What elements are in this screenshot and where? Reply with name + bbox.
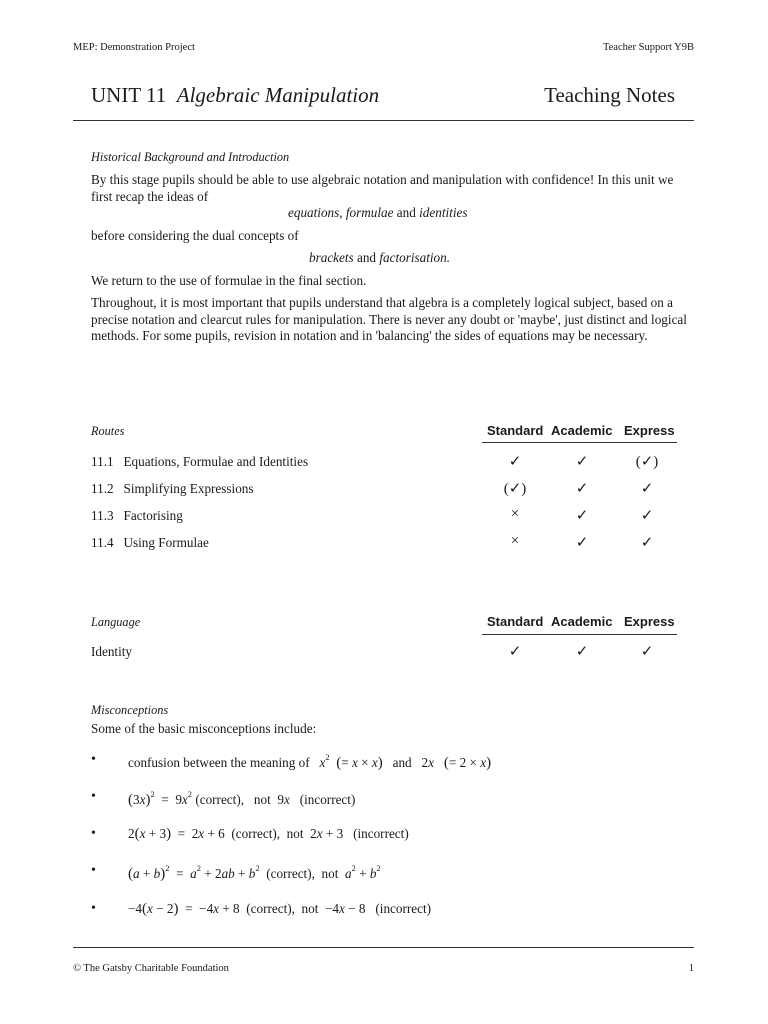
routes-label: Routes [91, 424, 125, 438]
route-row-4 [91, 535, 209, 551]
misconception-4: $(a + b)^2 = a^2 + 2ab + b^2$ (correct), not $a^2 + b^2$ [128, 863, 381, 882]
and-word-2: and [356, 250, 377, 265]
route-3-express-mark: ✓ [640, 508, 654, 524]
route-row-1 [91, 454, 308, 470]
bullet-3: • [91, 826, 96, 841]
term-brackets: brackets [309, 250, 354, 265]
route-4-express-mark: ✓ [640, 535, 654, 551]
page-title [91, 83, 379, 108]
intro-paragraph-4: Throughout, it is most important that pupils understand that algebra is a completely logical subject, based on a precise notation and clearcut rules for manipulation. There is never any doubt or 'maybe', just distinct and logical methods. For some pupils, revision in notation and in 'balancing' the sides of equations may be necessary. [91, 295, 687, 343]
correct-label: (correct), [266, 866, 315, 881]
intro-paragraph-1: By this stage pupils should be able to use algebraic notation and manipulation with confidence! In this unit we first recap the ideas of [91, 172, 674, 204]
footer-divider [73, 947, 694, 948]
identity-academic-mark: ✓ [575, 644, 589, 660]
routes-col-academic: Academic [551, 423, 613, 438]
route-number: 11.3 [91, 508, 114, 523]
route-1-standard-mark: ✓ [508, 454, 522, 470]
not-label: not [301, 901, 319, 916]
route-3-standard-mark: × [510, 506, 520, 522]
route-2-academic-mark: ✓ [575, 481, 589, 497]
header-support: Teacher Support Y9B [602, 42, 694, 53]
misconception-1-text: confusion between the meaning of [128, 755, 310, 770]
footer-page-number: 1 [688, 963, 694, 974]
not-label: not [286, 826, 304, 841]
route-row-3 [91, 508, 183, 524]
misconception-2: $(3x)^2 = 9x^2$ (correct), not 9x (incorrect) [128, 789, 356, 808]
route-number: 11.1 [91, 454, 114, 469]
route-2-standard-mark: (✓) [503, 481, 527, 497]
teaching-notes-title: Teaching Notes [544, 83, 675, 107]
bullet-4: • [91, 863, 96, 878]
route-title: Simplifying Expressions [123, 481, 254, 496]
identity-standard-mark: ✓ [508, 644, 522, 660]
incorrect-label: (incorrect) [375, 901, 432, 916]
correct-label: (correct), [195, 792, 245, 807]
header-divider [73, 120, 694, 121]
identity-express-mark: ✓ [640, 644, 654, 660]
route-title: Using Formulae [123, 535, 209, 550]
route-4-academic-mark: ✓ [575, 535, 589, 551]
correct-label: (correct), [246, 901, 295, 916]
route-3-academic-mark: ✓ [575, 508, 589, 524]
term-factorisation: factorisation. [379, 250, 451, 265]
route-number: 11.2 [91, 481, 114, 496]
language-col-express: Express [624, 614, 675, 629]
term-identities: identities [419, 205, 468, 220]
and-word-3: and [392, 755, 412, 770]
misconceptions-intro: Some of the basic misconceptions include: [91, 721, 317, 736]
unit-number: UNIT 11 [91, 83, 167, 107]
route-title: Factorising [123, 508, 183, 523]
route-1-express-mark: (✓) [635, 454, 659, 470]
not-label: not [253, 792, 271, 807]
routes-header-rule [482, 442, 677, 443]
language-label: Language [91, 615, 141, 629]
bullet-5: • [91, 901, 96, 916]
footer-copyright: © The Gatsby Charitable Foundation [73, 963, 229, 974]
intro-paragraph-3: We return to the use of formulae in the final section. [91, 273, 367, 288]
intro-center-line-1 [288, 205, 468, 221]
term-equations-formulae: equations, formulae [288, 205, 394, 220]
routes-col-express: Express [624, 423, 675, 438]
unit-title: Algebraic Manipulation [176, 83, 380, 107]
header-project: MEP: Demonstration Project [73, 42, 195, 53]
correct-label: (correct), [231, 826, 281, 841]
misconception-5: −4(x − 2) = −4x + 8 (correct), not −4x − 8 (incorrect) [128, 901, 432, 917]
intro-paragraph-2: before considering the dual concepts of [91, 228, 299, 243]
incorrect-label: (incorrect) [299, 792, 356, 807]
routes-col-standard: Standard [487, 423, 544, 438]
language-col-academic: Academic [551, 614, 613, 629]
bullet-1: • [91, 752, 96, 767]
intro-heading: Historical Background and Introduction [91, 150, 290, 164]
misconception-1: confusion between the meaning of $x^2$ (= x × x) and 2x (= 2 × x) [128, 752, 492, 771]
incorrect-label: (incorrect) [353, 826, 409, 841]
misconception-3: 2(x + 3) = 2x + 6 (correct), not 2x + 3 (incorrect) [128, 826, 409, 842]
route-row-2 [91, 481, 254, 497]
language-header-rule [482, 634, 677, 635]
intro-center-line-2 [309, 250, 450, 266]
route-4-standard-mark: × [510, 533, 520, 549]
route-2-express-mark: ✓ [640, 481, 654, 497]
route-number: 11.4 [91, 535, 114, 550]
bullet-2: • [91, 789, 96, 804]
language-col-standard: Standard [487, 614, 544, 629]
and-word: and [396, 205, 416, 220]
language-row-identity: Identity [91, 644, 133, 659]
route-title: Equations, Formulae and Identities [123, 454, 309, 469]
not-label: not [321, 866, 339, 881]
misconceptions-heading: Misconceptions [91, 703, 169, 717]
route-1-academic-mark: ✓ [575, 454, 589, 470]
